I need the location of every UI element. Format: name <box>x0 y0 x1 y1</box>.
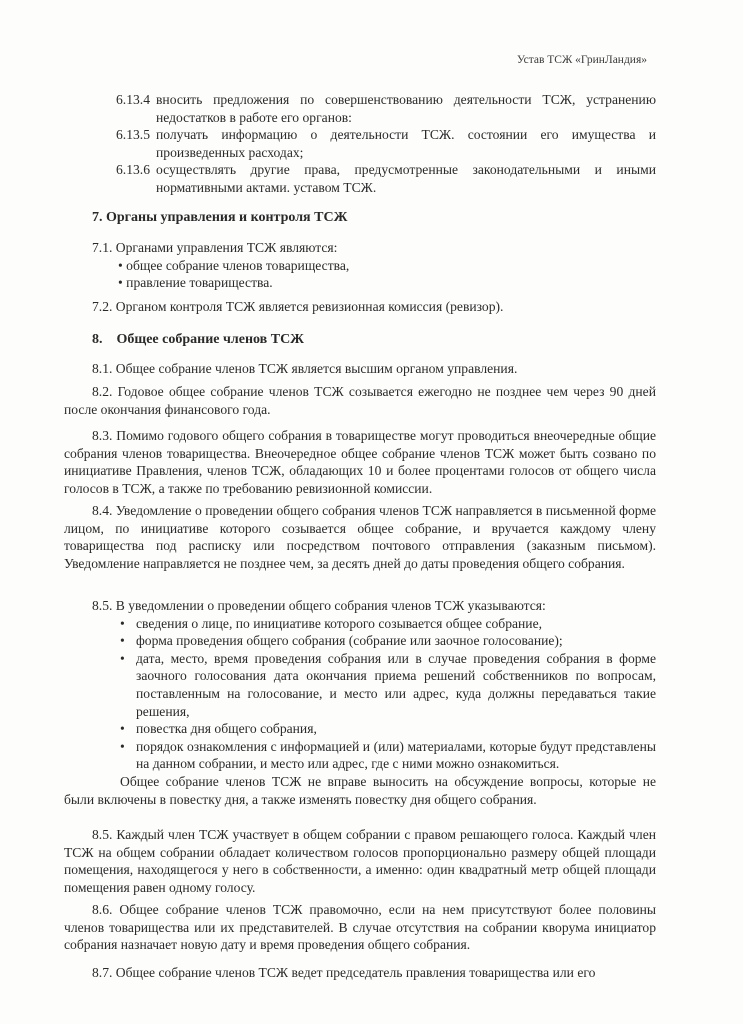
sub-items-list <box>116 91 656 196</box>
paragraph-7-1: 7.1. Органами управления ТСЖ являются: • общее собрание членов товарищества, • правление товарищества. <box>92 239 652 292</box>
paragraph-8-2: 8.2. Годовое общее собрание членов ТСЖ созывается ежегодно не позднее чем через 90 дней после окончания финансового года. <box>64 384 656 417</box>
paragraph-8-1: 8.1. Общее собрание членов ТСЖ является высшим органом управления. <box>92 361 518 376</box>
paragraph-8-7: 8.7. Общее собрание членов ТСЖ ведет председатель правления товарищества или его <box>92 965 596 980</box>
list-item: 6.13.6 осуществлять другие права, предусмотренные законодательными и иными нормативными актами. уставом ТСЖ. <box>116 162 656 195</box>
paragraph-8-5b: 8.5. Каждый член ТСЖ участвует в общем собрании с правом решающего голоса. Каждый член ТСЖ на общем собрании обладает количеством голосов пропорционально размеру общей площади помещения, находящегося у него в собственности, а именно: один квадратный метр общей площади помещения равен одному голосу. <box>64 827 656 895</box>
paragraph-8-5a-list <box>118 615 656 773</box>
list-item: 6.13.4 вносить предложения по совершенствованию деятельности ТСЖ, устранению недостатков в работе его органов: <box>116 92 656 125</box>
paragraph-7-1-list <box>92 257 652 292</box>
paragraph-7-2: 7.2. Органом контроля ТСЖ является ревизионная комиссия (ревизор). <box>92 299 504 314</box>
paragraph-8-3: 8.3. Помимо годового общего собрания в товариществе могут проводиться внеочередные общие собрания членов товарищества. Внеочередное общее собрание членов ТСЖ может быть созвано по инициативе Правления, членов ТСЖ, обладающих 10 и более процентами голосов от общего числа голосов в ТСЖ, а также по требованию ревизионной комиссии. <box>64 428 656 496</box>
section-8-heading: 8. Общее собрание членов ТСЖ <box>92 332 305 347</box>
list-item: • дата, место, время проведения собрания или в случае проведения собрания в форме заочного голосования дата окончания приема решений собственников по вопросам, поставленным на голосование, и место или адрес, куда должны передаваться такие решения, <box>118 650 656 720</box>
paragraph-8-6: 8.6. Общее собрание членов ТСЖ правомочно, если на нем присутствуют более половины членов товарищества или их представителей. В случае отсутствия на собрании кворума инициатор собрания назначает новую дату и время проведения общего собрания. <box>64 902 656 953</box>
list-item: • общее собрание членов товарищества, <box>118 257 652 275</box>
list-item: • сведения о лице, по инициативе которого созывается общее собрание, <box>118 615 656 633</box>
paragraph-8-4: 8.4. Уведомление о проведении общего собрания членов ТСЖ направляется в письменной форме лицом, по инициативе которого созывается общее собрание, и вручается каждому члену товарищества под расписку или посредством почтового отправления (заказным письмом). Уведомление направляется не позднее чем, за десять дней до даты проведения общего собрания. <box>64 503 656 571</box>
page-header: Устав ТСЖ «ГринЛандия» <box>516 54 647 66</box>
list-item: 6.13.5 получать информацию о деятельности ТСЖ. состоянии его имущества и произведенных расходах; <box>116 127 656 160</box>
paragraph-8-5a: 8.5. В уведомлении о проведении общего собрания членов ТСЖ указываются: • сведения о лице, по инициативе которого созывается общее собрание, • форма проведения общего собрания (собрание или заочное голосование); • дата, место, время проведения собрания или в случае проведения собрания в форме заочного голосования дата окончания приема решений собственников по вопросам, поставленным на голосование, и место или адрес, куда должны передаваться такие решения, • повестка дня общего собрания, • порядок ознакомления с информацией и (или) материалами, которые будут представлены на данном собрании, и место или адрес, где с ними можно ознакомиться. Общее собрание членов ТСЖ не вправе выносить на обсуждение вопросы, которые не были включены в повестку дня, а также изменять повестку дня общего собрания. <box>64 597 656 808</box>
list-item: • правление товарищества. <box>118 274 652 292</box>
list-item: • порядок ознакомления с информацией и (или) материалами, которые будут представлены на данном собрании, и место или адрес, где с ними можно ознакомиться. <box>118 738 656 773</box>
list-item: • форма проведения общего собрания (собрание или заочное голосование); <box>118 632 656 650</box>
list-item: • повестка дня общего собрания, <box>118 720 656 738</box>
section-7-heading: 7. Органы управления и контроля ТСЖ <box>92 210 348 225</box>
